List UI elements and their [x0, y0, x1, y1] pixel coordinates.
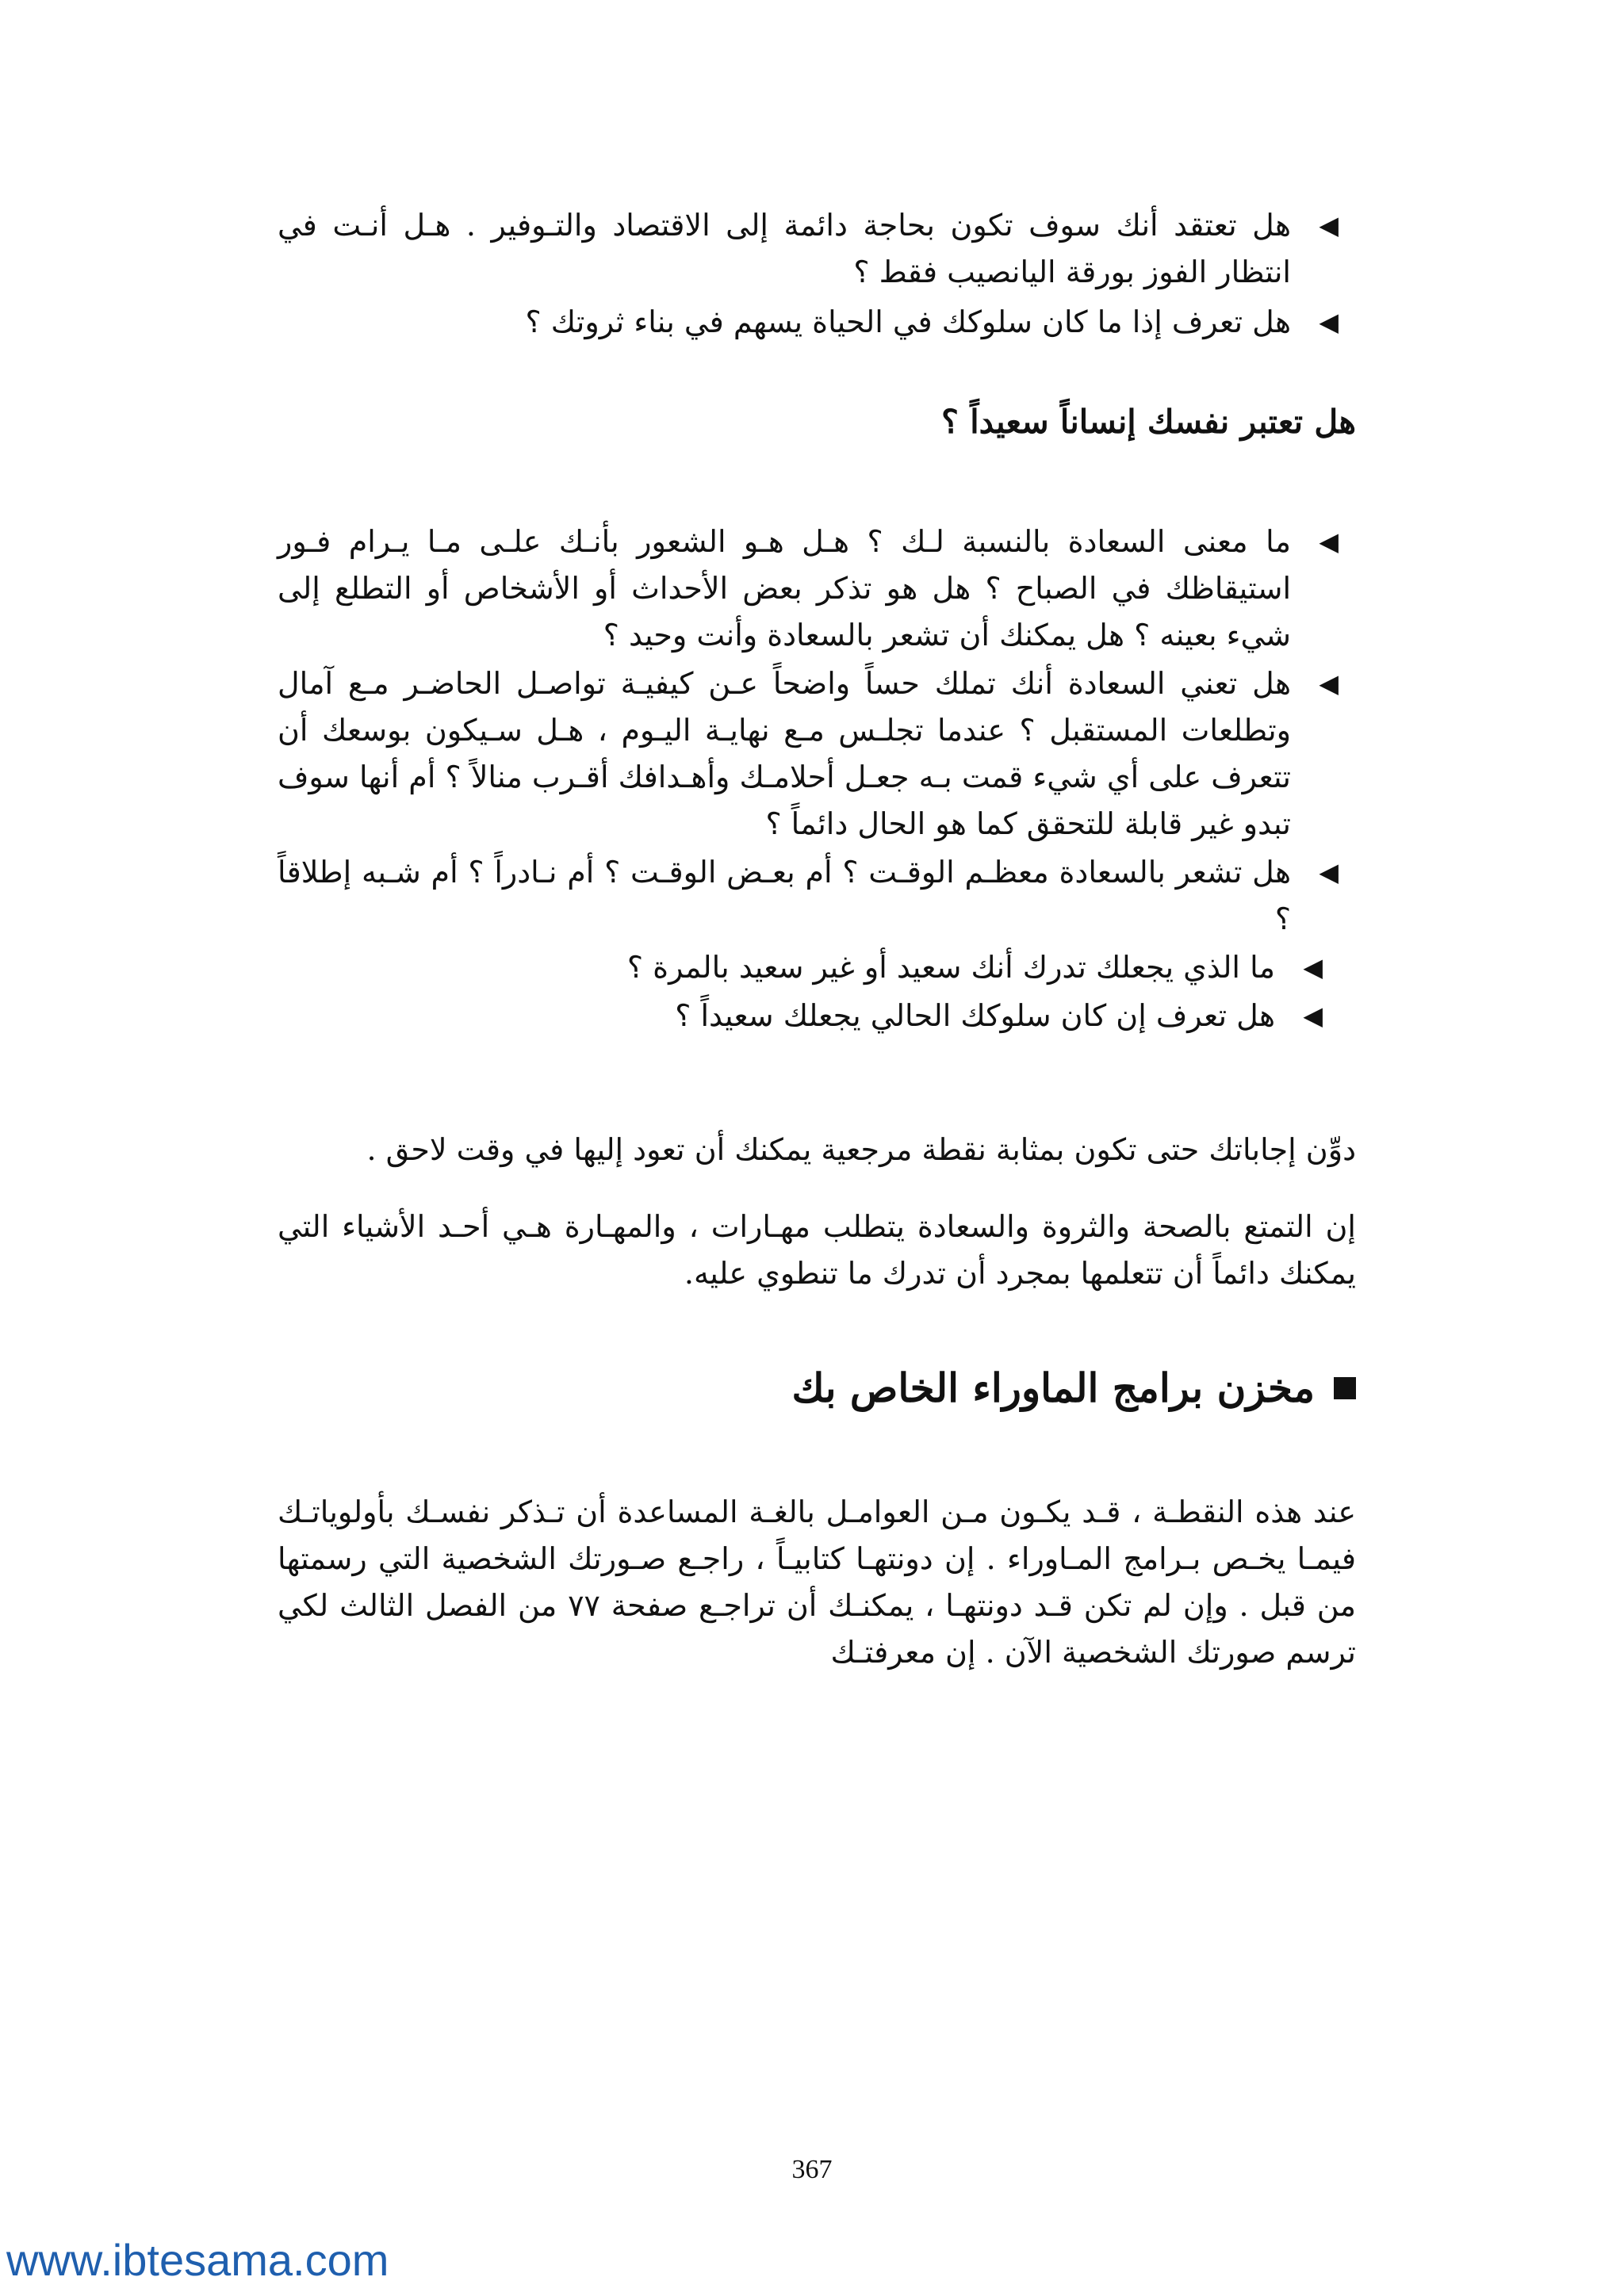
section-heading — [278, 1360, 1356, 1416]
list-item — [278, 849, 1356, 943]
square-bullet-icon — [1334, 1377, 1356, 1399]
body-paragraph: عند هذه النقطـة ، قـد يكـون مـن العوامـل بالغـة المساعدة أن تـذكر نفسـك بأولوياتـك فيمـا يخـص بـرامج المـاوراء . إن دونتهـا كتابيـاً ، راجـع صـورتك الشخصية التي رسمتها من قبل . وإن لم تكن قـد دونتهـا ، يمكنـك أن تراجـع صفحة ٧٧ من الفصل الثالث لكي ترسم صورتك الشخصية الآن . إن معرفتـك — [278, 1494, 1357, 1670]
page-content — [278, 202, 1356, 1706]
page-number: 367 — [791, 2155, 833, 2184]
list-item — [278, 993, 1340, 1039]
list-item — [278, 202, 1356, 296]
bullet-arrow-icon: ◀ — [1319, 526, 1339, 557]
body-paragraph: دوِّن إجاباتك حتى تكون بمثابة نقطة مرجعية يمكنك أن تعود إليها في وقت لاحق . — [366, 1132, 1356, 1167]
section-heading-text: مخزن برامج الماوراء الخاص بك — [791, 1364, 1315, 1411]
bullet-arrow-icon: ◀ — [1319, 668, 1339, 698]
list-item — [278, 660, 1356, 848]
list-item — [278, 299, 1356, 346]
question-text: ما الذي يجعلك تدرك أنك سعيد أو غير سعيد بالمرة ؟ — [626, 950, 1275, 985]
question-text: هل تشعر بالسعادة معظـم الوقـت ؟ أم بعـض الوقـت ؟ أم نـادراً ؟ أم شـبه إطلاقاً ؟ — [278, 855, 1291, 936]
happiness-heading: هل تعتبر نفسك إنساناً سعيداً ؟ — [941, 403, 1356, 441]
question-text: هل تعرف إن كان سلوكك الحالي يجعلك سعيداً ؟ — [675, 998, 1275, 1033]
question-text: هل تعني السعادة أنك تملك حساً واضحاً عـن كيفيـة تواصـل الحاضـر مـع آمال وتطلعات المستقبل ؟ عندما تجلـس مـع نهايـة اليـوم ، هـل سـيكون بوسعك أن تتعرف على أي شيء قمت بـه جعـل أحلامـك وأهـدافك أقـرب منالاً ؟ أم أنها سوف تبدو غير قابلة للتحقق كما هو الحال دائماً ؟ — [278, 666, 1291, 841]
list-item — [278, 519, 1356, 659]
question-text: هل تعتقد أنك سوف تكون بحاجة دائمة إلى الاقتصاد والتـوفير . هـل أنـت في انتظار الفوز بورقة اليانصيب فقط ؟ — [278, 208, 1291, 289]
question-text: ما معنى السعادة بالنسبة لـك ؟ هـل هـو الشعور بأنـك علـى مـا يـرام فـور استيقاظك في الصباح ؟ هل هو تذكر بعض الأحداث أو الأشخاص أو التطلع إلى شيء بعينه ؟ هل يمكنك أن تشعر بالسعادة وأنت وحيد ؟ — [278, 524, 1291, 652]
bullet-arrow-icon: ◀ — [1303, 952, 1323, 982]
bullet-arrow-icon: ◀ — [1319, 307, 1339, 337]
watermark-text: www.ibtesama.com — [6, 2235, 389, 2285]
list-item — [278, 944, 1340, 991]
body-paragraph: إن التمتع بالصحة والثروة والسعادة يتطلب مهـارات ، والمهـارة هـي أحـد الأشياء التي يمكنك دائماً أن تتعلمها بمجرد أن تدرك ما تنطوي عليه. — [278, 1209, 1356, 1291]
bullet-arrow-icon: ◀ — [1319, 210, 1339, 240]
bullet-arrow-icon: ◀ — [1303, 1001, 1323, 1031]
bullet-arrow-icon: ◀ — [1319, 857, 1339, 887]
question-text: هل تعرف إذا ما كان سلوكك في الحياة يسهم في بناء ثروتك ؟ — [525, 304, 1291, 339]
